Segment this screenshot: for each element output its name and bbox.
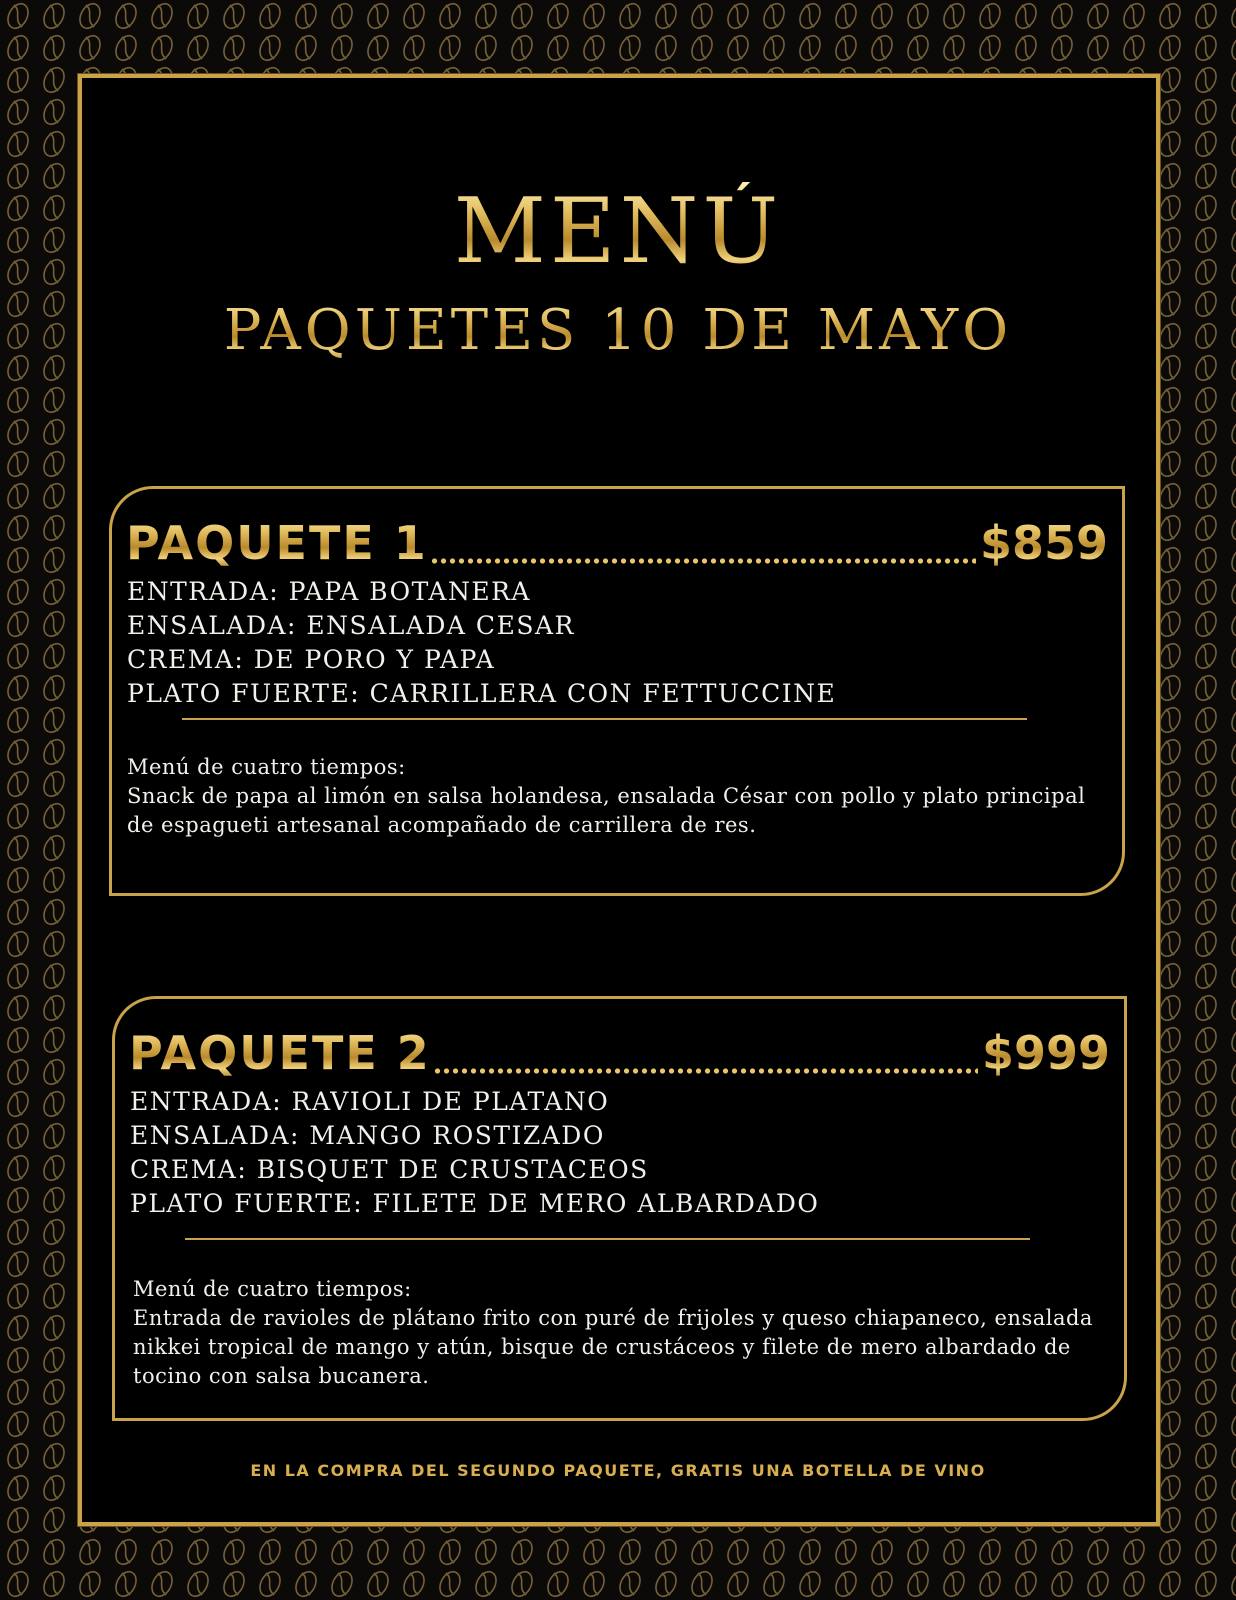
dot-leader <box>430 525 976 571</box>
package-price: $859 <box>979 516 1108 570</box>
package-header <box>126 511 1108 571</box>
course-item: CREMA: DE PORO Y PAPA <box>127 645 496 674</box>
package-card-1 <box>109 486 1125 896</box>
menu-title: MENÚ <box>0 182 1236 282</box>
course-item: CREMA: BISQUET DE CRUSTACEOS <box>130 1155 649 1184</box>
course-item: ENSALADA: MANGO ROSTIZADO <box>130 1121 605 1150</box>
course-list <box>127 575 836 711</box>
course-item: ENTRADA: PAPA BOTANERA <box>127 577 531 606</box>
course-item: ENTRADA: RAVIOLI DE PLATANO <box>130 1087 610 1116</box>
menu-subtitle: PAQUETES 10 DE MAYO <box>0 296 1236 366</box>
package-name: PAQUETE 2 <box>129 1026 431 1080</box>
package-description <box>127 753 1087 840</box>
package-note <box>480 529 866 555</box>
promo-footer: EN LA COMPRA DEL SEGUNDO PAQUETE, GRATIS UNA BOTELLA DE VINO <box>250 1461 986 1480</box>
course-item: ENSALADA: ENSALADA CESAR <box>127 611 575 640</box>
description-text: Entrada de ravioles de plátano frito con puré de frijoles y queso chiapaneco, ensalada nikkei tropical de mango y atún, bisque de crustáceos y filete de mero albardado de tocino con salsa bucanera. <box>133 1306 1093 1388</box>
package-description <box>133 1275 1108 1391</box>
course-item: PLATO FUERTE: CARRILLERA CON FETTUCCINE <box>127 679 837 708</box>
package-price: $999 <box>981 1026 1110 1080</box>
package-card-2 <box>112 996 1127 1421</box>
description-title: Menú de cuatro tiempos: <box>133 1277 412 1301</box>
description-text: Snack de papa al limón en salsa holandesa, ensalada César con pollo y plato principal de espagueti artesanal acompañado de carrillera de res. <box>127 784 1086 837</box>
dot-leader <box>433 1035 978 1081</box>
package-header <box>129 1021 1110 1081</box>
description-title: Menú de cuatro tiempos: <box>127 755 406 779</box>
course-list <box>130 1085 819 1221</box>
package-note <box>483 1039 869 1065</box>
divider <box>182 718 1027 720</box>
divider <box>185 1238 1030 1240</box>
package-name: PAQUETE 1 <box>126 516 428 570</box>
course-item: PLATO FUERTE: FILETE DE MERO ALBARDADO <box>130 1189 820 1218</box>
